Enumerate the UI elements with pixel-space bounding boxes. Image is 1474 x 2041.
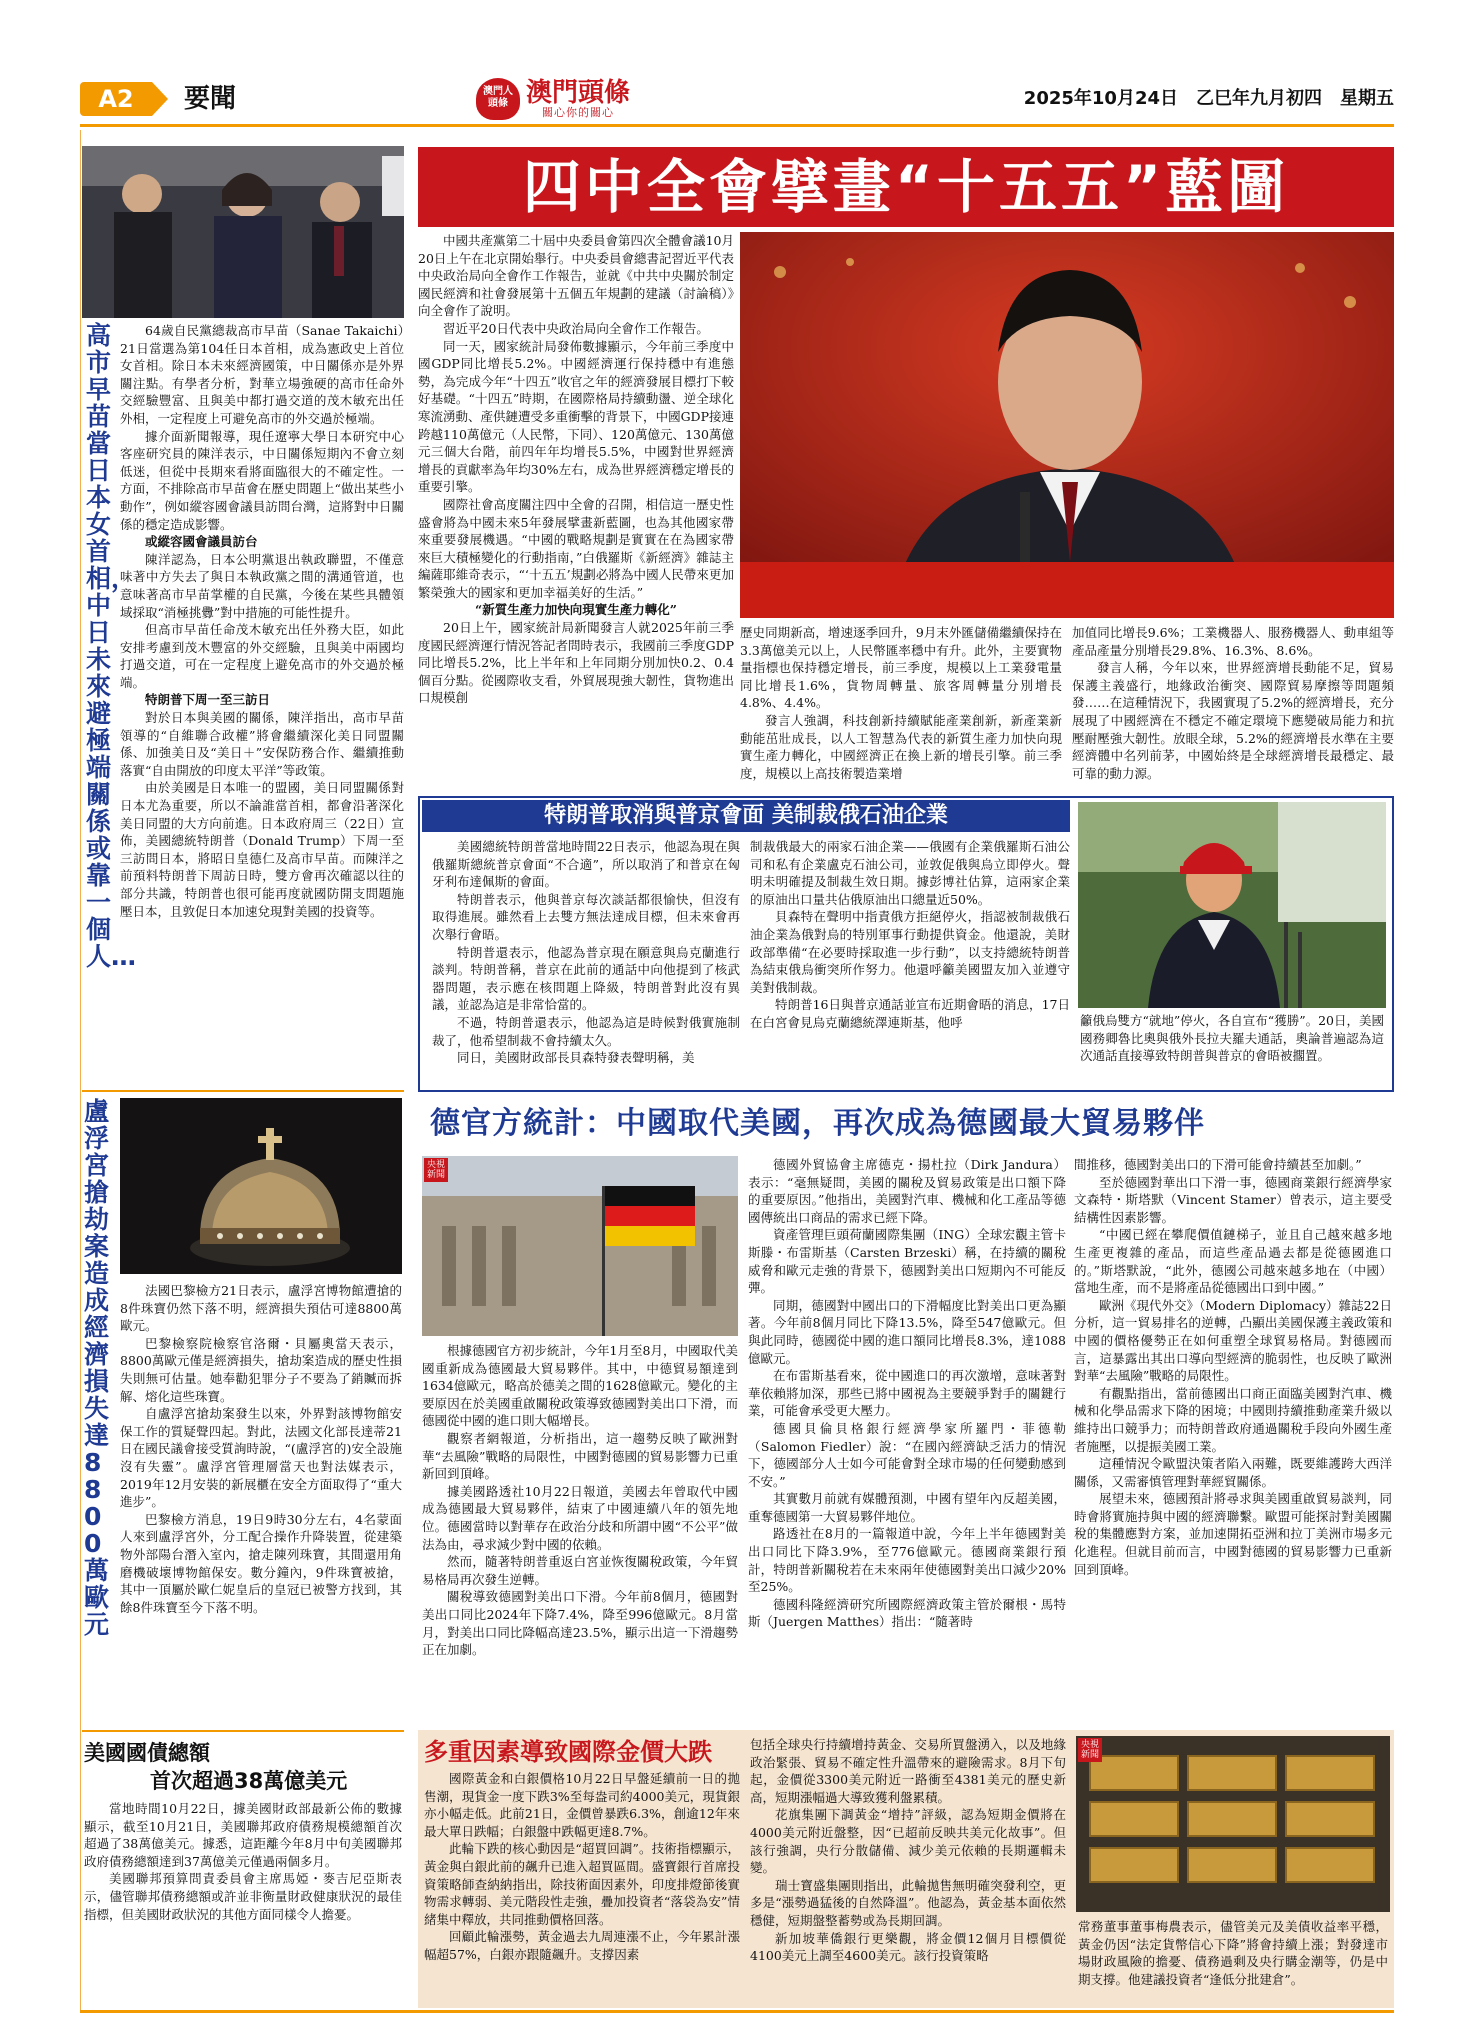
trump-article-col2 [750,838,1070,1032]
plenum-para-4: 國際社會高度關注四中全會的召開，相信這一歷史性盛會將為中國未來5年發展擘畫新藍圖，也為其他國家帶來重要發展機遇。“中國的戰略規劃是實實在在為國家帶來巨大積極變化的行動指南，”白俄羅斯《新經濟》雜誌主編薩耶維奇表示，“‘十五五’規劃必將為中國人民帶來更加繁榮強大的國家和更加幸福美好的生活。” [418,496,734,600]
usdebt-para-1: 當地時間10月22日，據美國財政部最新公佈的數據顯示，截至10月21日，美國聯邦政府債務規模總額首次超過了38萬億美元。據悉，這距離今年8月中旬美國聯邦政府債務總額達到37萬億美元僅過兩個多月。 [84,1801,402,1869]
germany-col2-para-3: 同期，德國對中國出口的下滑幅度比對美出口更為顯著。今年前8個月同比下降13.5%，降至547億歐元。但與此同時，德國從中國的進口額同比增長8.3%，達1088億歐元。 [748,1297,1066,1366]
usdebt-para-2: 美國聯邦預算問責委員會主席馬婭・麥吉尼亞斯表示，儘管聯邦債務總額或許並非衡量財政健康狀況的最佳指標，但美國財政狀況的其他方面同樣令人擔憂。 [84,1871,402,1922]
header-rule [80,124,1394,127]
plenum-article-col2 [740,624,1062,782]
trump-photo [1078,802,1386,1008]
masthead-title: 澳門頭條 [526,78,631,108]
japan-photo-illustration [82,146,404,318]
germany-col1-para-3: 據美國路透社10月22日報道，美國去年曾取代中國成為德國最大貿易夥伴，結束了中國連續八年的領先地位。德國當時以對華存在政治分歧和所謂中國“不公平”做法為由，尋求減少對中國的依賴。 [422,1483,738,1552]
left-margin-rule [80,130,81,2010]
gold-col1-para-2: 此輪下跌的核心動因是“超買回調”。技術指標顯示，黃金與白銀此前的飆升已進入超買區間。盛寶銀行首席投資策略師查納納指出，除技術面因素外，印度排燈節後實物需求轉弱、美元階段性走強，疊加投資者“落袋為安”情緒集中釋放，共同推動價格回落。 [424,1841,740,1927]
germany-col3-para-1: 間推移，德國對美出口的下滑可能會持續甚至加劇。” [1074,1157,1362,1172]
plenum-para-3: 同一天，國家統計局發佈數據顯示，今年前三季度中國GDP同比增長5.2%。中國經濟運行保持穩中有進態勢，為完成今年“十四五”收官之年的經濟發展目標打下較好基礎。“十四五”時期，在國際格局持續動盪、逆全球化寒流湧動、產供鏈遭受多重衝擊的背景下，中國GDP接連跨越110萬億元（人民幣，下同）、120萬億元、130萬億元三個大台階，前四年年均增長5.5%，中國對世界經濟增長的貢獻率為年均30%左右，成為世界經濟穩定增長的重要引擎。 [418,338,734,495]
germany-col2-para-7: 路透社在8月的一篇報道中說，今年上半年德國對美出口同比下降3.9%，至776億歐元。德國商業銀行預計，特朗普新關稅若在未來兩年使德國對美出口減少20%至25%。 [748,1526,1066,1595]
trump-col1-para-3: 特朗普還表示，他認為普京現在願意與烏克蘭進行談判。特朗普稱，普京在此前的通話中向他提到了核武器問題，表示應在核問題上降級，特朗普對此沒有異議，並認為這是非常恰當的。 [432,944,740,1013]
gold-col2-para-2: 花旗集團下調黃金“增持”評級，認為短期金價將在4000美元附近盤整，因“已超前反映共美元化故事”。但該行強調，央行分散儲備、減少美元依賴的長期邏輯未變。 [750,1807,1066,1876]
plenum-subhead: “新質生產力加快向現實生產力轉化” [475,602,677,618]
gold-col2-para-3: 瑞士寶盛集團則指出，此輪拋售無明確突發利空，更多是“漲勢過猛後的自然降溫”。他認為，黃金基本面依然穩健，短期盤整蓄勢或為長期回調。 [750,1877,1066,1928]
germany-col2-para-5: 德國貝倫貝格銀行經濟學家所羅門・菲德勒（Salomon Fiedler）說：“在國內經濟缺乏活力的情況下，德國部分人士如今可能會對全球市場的任何變動感到不安。” [748,1420,1066,1489]
crown-illustration [120,1098,402,1274]
masthead-logo [476,78,520,120]
japan-para-3: 陳洋認為，日本公明黨退出執政聯盟，不僅意味著中方失去了與日本執政黨之間的溝通管道，也意味著高市早苗掌權的自民黨，今後在某些具體領域採取“消極挑釁”對中措施的可能性提升。 [120,551,404,620]
germany-col2-para-4: 在布雷斯基看來，從中國進口的再次激增，意味著對華依賴將加深，那些已將中國視為主要競爭對手的關鍵行業，可能會承受更大壓力。 [748,1368,1066,1419]
japan-cabinet-photo [82,146,404,318]
gold-article-col2 [750,1736,1066,1965]
germany-col1-para-2: 觀察者網報道，分析指出，這一趨勢反映了歐洲對華“去風險”戰略的局限性，中國對德國的貿易影響力已重新回到頂峰。 [422,1430,738,1482]
plenum-para-5: 20日上午，國家統計局新聞發言人就2025年前三季度國民經濟運行情況答記者問時表示，我國前三季度GDP同比增長5.2%，比上半年和上年同期分別加快0.2、0.4個百分點。從國際收支看，外貿展現強大韌性，貨物進出口規模創 [418,620,734,706]
japan-para-6: 由於美國是日本唯一的盟國，美日同盟關係對日本尤為重要，所以不論誰當首相，都會沿著深化美日同盟的大方向前進。日本政府周三（22日）宣佈，美國總統特朗普（Donald Trump）下周一至三訪問日本，將昭日皇德仁及高市早苗。而陳洋之前預料特朗普下周訪日時，雙方會再次確認以往的部分共識，特朗普也很可能再度就國防開支問題施壓日本，且敦促日本加速兌現對美國的投資等。 [120,780,404,919]
trump-col2-para-2: 貝森特在聲明中指責俄方拒絕停火，指認被制裁俄石油企業為俄對烏的特別軍事行動提供資金。他還說，美財政部準備“在必要時採取進一步行動”，以支持總統特朗普為結束俄烏衝突所作努力。他還呼籲美國盟友加入並遵守美對俄制裁。 [750,909,1070,995]
japan-para-2: 據介面新聞報導，現任遼寧大學日本研究中心客座研究員的陳洋表示，中日關係短期內不會立刻低迷，但從中長期來看將面臨很大的不確定性。一方面，不排除高市早苗會在歷史問題上“做出某些小動作”，例如縱容國會議員訪問台灣，這將對中日關係的穩定造成影響。 [120,428,404,532]
germany-col1-para-1: 根據德國官方初步統計，今年1月至8月，中國取代美國重新成為德國最大貿易夥伴。其中，中德貿易額達到1634億歐元，略高於德美之間的1628億歐元。變化的主要原因在於美國重啟關稅政策導致德國對美出口下滑，而德國從中國的進口則大幅增長。 [422,1343,738,1429]
gold-col1-para-3: 回顧此輪漲勢，黃金過去九周連漲不止，今年累計漲幅超57%，白銀亦跟隨飆升。支撐因素 [424,1929,740,1962]
gold-article-col1 [424,1770,740,1964]
page-number-badge [80,82,152,116]
germany-reichstag-photo [422,1156,738,1336]
gold-bars-illustration [1076,1736,1390,1912]
section-name: 要聞 [184,84,237,114]
louvre-para-3: 自盧浮宮搶劫案發生以來，外界對該博物館安保工作的質疑聲四起。對此，法國文化部長達蒂21日在國民議會接受質詢時說，“(盧浮宮的)安全設施沒有失靈”。盧浮宮管理層當天也對法媒表示，2019年12月安裝的新展櫃在安全方面取得了“重大進步”。 [120,1406,402,1510]
germany-col2-para-8: 德國科隆經濟研究所國際經濟政策主管於爾根・馬特斯（Juergen Matthes）指出：“隨著時 [748,1596,1066,1630]
trump-col1-para-2: 特朗普表示，他與普京每次談話都很愉快，但沒有取得進展。雖然看上去雙方無法達成目標，但未來會再次舉行會晤。 [432,891,740,942]
trump-col1-para-1: 美國總統特朗普當地時間22日表示，他認為現在與俄羅斯總統普京會面“不合適”，所以取消了和普京在匈牙利布達佩斯的會面。 [432,839,740,890]
usdebt-article [84,1800,402,1923]
page-number-arrow [152,82,168,116]
japan-article [120,322,404,920]
germany-article-col2 [748,1156,1066,1631]
gold-col2-para-1: 包括全球央行持續增持黃金、交易所買盤湧入，以及地緣政治緊張、貿易不確定性升溫帶來的避險需求。8月下旬起，金價從3300美元附近一路衝至4381美元的歷史新高，短期漲幅過大導致獲利盤累積。 [750,1737,1066,1805]
trump-article-col1 [432,838,740,1067]
left-separator-2 [82,1730,404,1732]
gold-col2-para-4: 新加坡華僑銀行更樂觀，將金價12個月目標價從4100美元上調至4600美元。該行投資策略 [750,1930,1066,1964]
germany-col3-para-4: 歐洲《現代外交》（Modern Diplomacy）雜誌22日分析，這一貿易排名的逆轉，凸顯出美國保護主義政策和中國的價格優勢正在如何重塑全球貿易格局。對德國而言，這暴露出其出口導向型經濟的脆弱性，也反映了歐洲對華“去風險”戰略的局限性。 [1074,1297,1392,1384]
trump-caption: 籲俄烏雙方“就地”停火，各自宣布“獲勝”。20日，美國國務卿魯比奧與俄外長拉夫羅夫通話，奧論普遍認為這次通話直接導致特朗普與普京的會晤被擱置。 [1080,1013,1384,1064]
usdebt-headline-1: 美國國債總額 [84,1741,210,1765]
germany-photo-tag: 央視新聞 [424,1158,448,1182]
plenum-photo [740,232,1394,618]
germany-col3-para-6: 這種情況令歐盟決策者陷入兩難，既要維護跨大西洋關係，又需審慎管理對華經貿關係。 [1074,1456,1392,1489]
trump-headline: 特朗普取消與普京會面 美制裁俄石油企業 [544,803,948,828]
plenum-photo-illustration [740,232,1394,618]
germany-col3-para-5: 有觀點指出，當前德國出口商正面臨美國對汽車、機械和化學品需求下降的困境；中國則持續推動產業升級以維持出口競爭力；而特朗普政府通過關稅手段向外國生產者施壓，以提振美國工業。 [1074,1385,1392,1454]
germany-article-col1 [422,1342,738,1659]
japan-para-1: 64歲自民黨總裁高市早苗（Sanae Takaichi）21日當選為第104任日本首相，成為憲政史上首位女首相。除日本未來經濟國策，中日關係亦是外界關注點。有學者分析，對華立場強硬的高市任命外交經驗豐富、且與美中都打過交道的茂木敏充出任外相，一定程度上可避免高市的外交過於極端。 [120,323,404,426]
plenum-col2-para-2: 發言人強調，科技創新持續賦能產業創新，新產業新動能茁壯成長，以人工智慧為代表的新質生產力加快向現實生產力轉化，中國經濟正在換上新的增長引擎。前三季度，規模以上高技術製造業增 [740,712,1062,781]
germany-col1-para-4: 然而，隨著特朗普重返白宮並恢復關稅政策，今年貿易格局再次發生逆轉。 [422,1554,738,1587]
trump-col2-para-3: 特朗普16日與普京通話並宣布近期會晤的消息，17日在白宮會見烏克蘭總統澤連斯基，他呼 [750,997,1070,1030]
plenum-col3-para-1: 加值同比增長9.6%；工業機器人、服務機器人、動車組等產品產量分別增長29.8%、16.3%、8.6%。 [1072,625,1394,658]
plenum-col3-para-2: 發言人稱，今年以來，世界經濟增長動能不足，貿易保護主義盛行，地緣政治衝突、國際貿易摩擦等問題頻發……在這種情況下，我國實現了5.2%的經濟增長，充分展現了中國經濟在不穩定不確定環境下應變破局能力和抗壓耐壓強大韌性。放眼全球，5.2%的經濟增長水準在主要經濟體中名列前茅，中國始終是全球經濟增長最穩定、最可靠的動力源。 [1072,660,1394,781]
plenum-article-col3 [1072,624,1394,782]
louvre-para-1: 法國巴黎檢方21日表示，盧浮宮博物館遭搶的8件珠寶仍然下落不明，經濟損失預估可達8800萬歐元。 [120,1283,402,1334]
trump-col1-para-4: 不過，特朗普還表示，他認為這是時候對俄實施制裁了，他希望制裁不會持續太久。 [432,1014,740,1048]
plenum-col2-para-1: 歷史同期新高，增速逐季回升，9月末外匯儲備繼續保持在3.3萬億美元以上，人民幣匯率穩中有升。此外，主要實物量指標也保持穩定增長，前三季度，規模以上工業發電量同比增長1.6%，貨物周轉量、旅客周轉量分別增長4.8%、4.4%。 [740,625,1062,711]
trump-col2-para-1: 制裁俄最大的兩家石油企業——俄國有企業俄羅斯石油公司和私有企業盧克石油公司，並敦促俄與烏立即停火。聲明未明確提及制裁生效日期。據彭博社估算，這兩家企業的原油出口量共佔俄原油出口總量近50%。 [750,839,1070,907]
issue-date: 2025年10月24日 乙巳年九月初四 星期五 [1023,88,1394,109]
trump-headline-banner [422,800,1070,832]
germany-col2-para-2: 資產管理巨頭荷蘭國際集團（ING）全球宏觀主管卡斯滕・布雷斯基（Carsten Brzeski）稱，在持續的關稅威脅和歐元走強的背景下，德國對美出口短期內不可能反彈。 [748,1227,1066,1296]
louvre-headline: 盧浮宮搶劫案造成經濟損失達8800萬歐元 [84,1097,110,1639]
louvre-article [120,1282,402,1616]
page-header [80,78,1394,119]
japan-subhead-2: 特朗普下周一至三訪日 [145,692,271,708]
louvre-crown-photo [120,1098,402,1274]
footer-rule [80,2010,1394,2013]
louvre-para-2: 巴黎檢察院檢察官洛爾・貝屬奧當天表示，8800萬歐元僅是經濟損失，搶劫案造成的歷史性損失則無可估量。她奉勸犯罪分子不要為了銷贓而拆解、熔化這些珠寶。 [120,1335,402,1404]
logo-badge-text: 澳門人 頭條 [483,86,513,109]
trump-photo-illustration [1078,802,1386,1008]
germany-col3-para-2: 至於德國對華出口下滑一事，德國商業銀行經濟學家文森特・斯塔默（Vincent Stamer）曾表示，這主要受結構性因素影響。 [1074,1174,1392,1225]
plenum-para-1: 中國共產黨第二十屆中央委員會第四次全體會議10月20日上午在北京開始舉行。中央委員會總書記習近平代表中央政治局向全會作工作報告，並就《中共中央關於制定國民經濟和社會發展第十五個五年規劃的建議（討論稿）》向全會作了說明。 [418,233,734,319]
germany-headline: 德官方統計：中國取代美國，再次成為德國最大貿易夥伴 [430,1106,1205,1141]
japan-subhead-1: 或縱容國會議員訪台 [145,534,258,550]
gold-caption: 常務董事董事梅農表示，儘管美元及美債收益率平穩，黃金仍因“法定貨幣信心下降”將會持續上漲；對發達市場財政風險的擔憂、債務過剩及央行購金潮等，仍是中期支撐。他建議投資者“逢低分批建倉”。 [1078,1919,1388,1987]
gold-col1-para-1: 國際黃金和白銀價格10月22日早盤延續前一日的拋售潮，現貨金一度下跌3%至每盎司約4000美元，現貨銀亦小幅走低。此前21日，金價曾暴跌6.3%，創逾12年來最大單日跌幅；白銀盤中跌幅更達8.7%。 [424,1771,740,1839]
germany-col2-para-1: 德國外貿協會主席德克・揚杜拉（Dirk Jandura）表示：“毫無疑問，美國的關稅及貿易政策是出口額下降的重要原因。”他指出，美國對汽車、機械和化工產品等德國傳統出口商品的需求已經下降。 [748,1157,1066,1225]
reichstag-illustration [422,1156,738,1336]
usdebt-headline-2: 首次超過38萬億美元 [150,1769,348,1793]
plenum-article-col1 [418,232,734,707]
gold-bars-photo [1076,1736,1390,1912]
gold-headline: 多重因素導致國際金價大跌 [424,1738,712,1766]
louvre-para-4: 巴黎檢方消息，19日9時30分左右，4名蒙面人來到盧浮宮外，分工配合操作升降裝置，從建築物外部陽台潛入室內，搶走陳列珠寶，其間還用角磨機破壞博物館保安。數分鐘內，9件珠寶被搶，其中一頂屬於歐仁妮皇后的皇冠已被警方找到，其餘8件珠寶至今下落不明。 [120,1511,402,1615]
germany-col3-para-3: “中國已經在攀爬價值鏈梯子，並且自己越來越多地生產更複雜的產品，而這些產品過去都是從德國進口的。”斯塔默說，“此外，德國公司越來越多地在（中國）當地生產，而不是將產品從德國出口到中國。” [1074,1227,1392,1296]
gold-photo-tag: 央視新聞 [1078,1738,1102,1762]
germany-article-col3 [1074,1156,1392,1578]
germany-col2-para-6: 其實數月前就有媒體預測，中國有望年內反超美國，重奪德國第一大貿易夥伴地位。 [748,1491,1066,1524]
japan-para-5: 對於日本與美國的關係，陳洋指出，高市早苗領導的“自維聯合政權”將會繼續深化美日同盟關係、加強美日及“美日＋”安保防務合作、繼續推動落實“自由開放的印度太平洋”等政策。 [120,710,404,778]
plenum-headline: 四中全會擘畫“十五五”藍圖 [522,153,1290,221]
left-separator-1 [82,1090,404,1092]
masthead-tagline: 關心你的關心 [542,106,614,119]
plenum-para-2: 習近平20日代表中央政治局向全會作工作報告。 [443,320,709,336]
trump-col1-para-5: 同日，美國財政部長貝森特發表聲明稱，美 [457,1050,695,1066]
japan-para-4: 但高市早苗任命茂木敏充出任外務大臣，如此安排考慮到茂木豐富的外交經驗，且與美中兩國均打過交道，可在一定程度上避免高市的外交過於極端。 [120,622,404,690]
page-number: A2 [98,85,134,113]
plenum-headline-banner [418,147,1394,227]
germany-col1-para-5: 關稅導致德國對美出口下滑。今年前8個月，德國對美出口同比2024年下降7.4%，降至996億歐元。8月當月，對美出口同比降幅高達23.5%，顯示出這一下滑趨勢正在加劇。 [422,1589,738,1658]
japan-headline: 高市早苗當日本女首相，中日未來避極端關係或靠一個人… [86,321,137,971]
germany-col3-para-7: 展望未來，德國預計將尋求與美國重啟貿易談判，同時會將實施持與中國的經濟聯繫。歐盟可能探討對美國關稅的集體應對方案，並加速開拓亞洲和拉丁美洲市場多元化進程。但就目前而言，中國對德國的貿易影響力已重新回到頂峰。 [1074,1491,1392,1577]
